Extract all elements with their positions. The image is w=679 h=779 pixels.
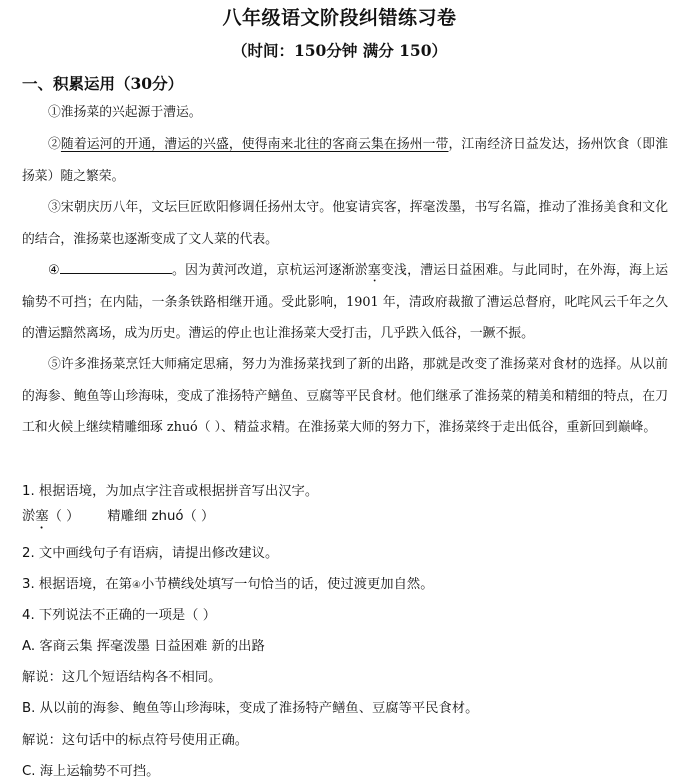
exam-info: （时间：150分钟 满分 150）	[231, 41, 447, 60]
dotted-character: 塞	[35, 509, 49, 524]
fill-in-blank	[60, 259, 172, 274]
option-c: C. 海上运输势不可挡。	[22, 764, 160, 779]
question-1-items: 淤塞（ ） 精雕细 zhuó（ ）	[22, 509, 215, 524]
page-title: 八年级语文阶段纠错练习卷	[222, 7, 457, 29]
question-1-b: 精雕细 zhuó（ ）	[107, 509, 215, 524]
question-4: 4. 下列说法不正确的一项是（ ）	[22, 608, 216, 623]
option-a: A. 客商云集 挥毫泼墨 日益困难 新的出路	[22, 639, 265, 654]
circled-number: ④	[132, 580, 141, 591]
answer-paren: （ ）	[48, 509, 80, 524]
question-1: 1. 根据语境，为加点字注音或根据拼音写出汉字。	[22, 484, 319, 499]
question-3: 3. 根据语境，在第④小节横线处填写一句恰当的话，使过渡更加自然。	[22, 577, 434, 592]
passage-paragraph-4: ④ 。因为黄河改道，京杭运河逐渐淤塞变浅，漕运日益困难。与此同时，在外海，海上运输势不可挡；在内陆，一条条铁路相继开通。受此影响，1901 年，清政府裁撤了漕运总督府，叱咤风云千年之久的漕运黯然离场，成为历史。漕运的停止也让淮扬菜大受打击，几乎跌入低谷，一蹶不振。	[22, 255, 668, 350]
section-heading: 一、积累运用（30分）	[22, 74, 184, 93]
passage-paragraph-1: ①淮扬菜的兴起源于漕运。	[48, 105, 202, 120]
passage-paragraph-2: ②随着运河的开通，漕运的兴盛，使得南来北往的客商云集在扬州一带，江南经济日益发达，扬州饮食（即淮扬菜）随之繁荣。	[22, 137, 669, 184]
explanation-b: 解说：这句话中的标点符号使用正确。	[22, 733, 249, 748]
passage-paragraph-3: ③宋朝庆历八年，文坛巨匠欧阳修调任扬州太守。他宴请宾客，挥毫泼墨，书写名篇，推动了淮扬美食和文化的结合，淮扬菜也逐渐变成了文人菜的代表。	[22, 200, 668, 247]
dotted-character: 塞	[367, 263, 381, 278]
question-2: 2. 文中画线句子有语病，请提出修改建议。	[22, 546, 279, 561]
underlined-sentence: 随着运河的开通，漕运的兴盛，使得南来北往的客商云集在扬州一带	[60, 137, 449, 152]
option-b: B. 从以前的海参、鲍鱼等山珍海味，变成了淮扬特产鳝鱼、豆腐等平民食材。	[22, 701, 479, 716]
explanation-a: 解说：这几个短语结构各不相同。	[22, 670, 222, 685]
passage-paragraph-5: ⑤许多淮扬菜烹饪大师痛定思痛，努力为淮扬菜找到了新的出路，那就是改变了淮扬菜对食材的选择。从以前的海参、鲍鱼等山珍海味，变成了淮扬特产鳝鱼、豆腐等平民食材。他们继承了淮扬菜的精美和精细的特点，在刀工和火候上继续精雕细琢 zhuó（ ）、精益求精。在淮扬菜大师的努力下，淮扬菜终于走出低谷，重新回到巅峰。	[22, 357, 668, 435]
